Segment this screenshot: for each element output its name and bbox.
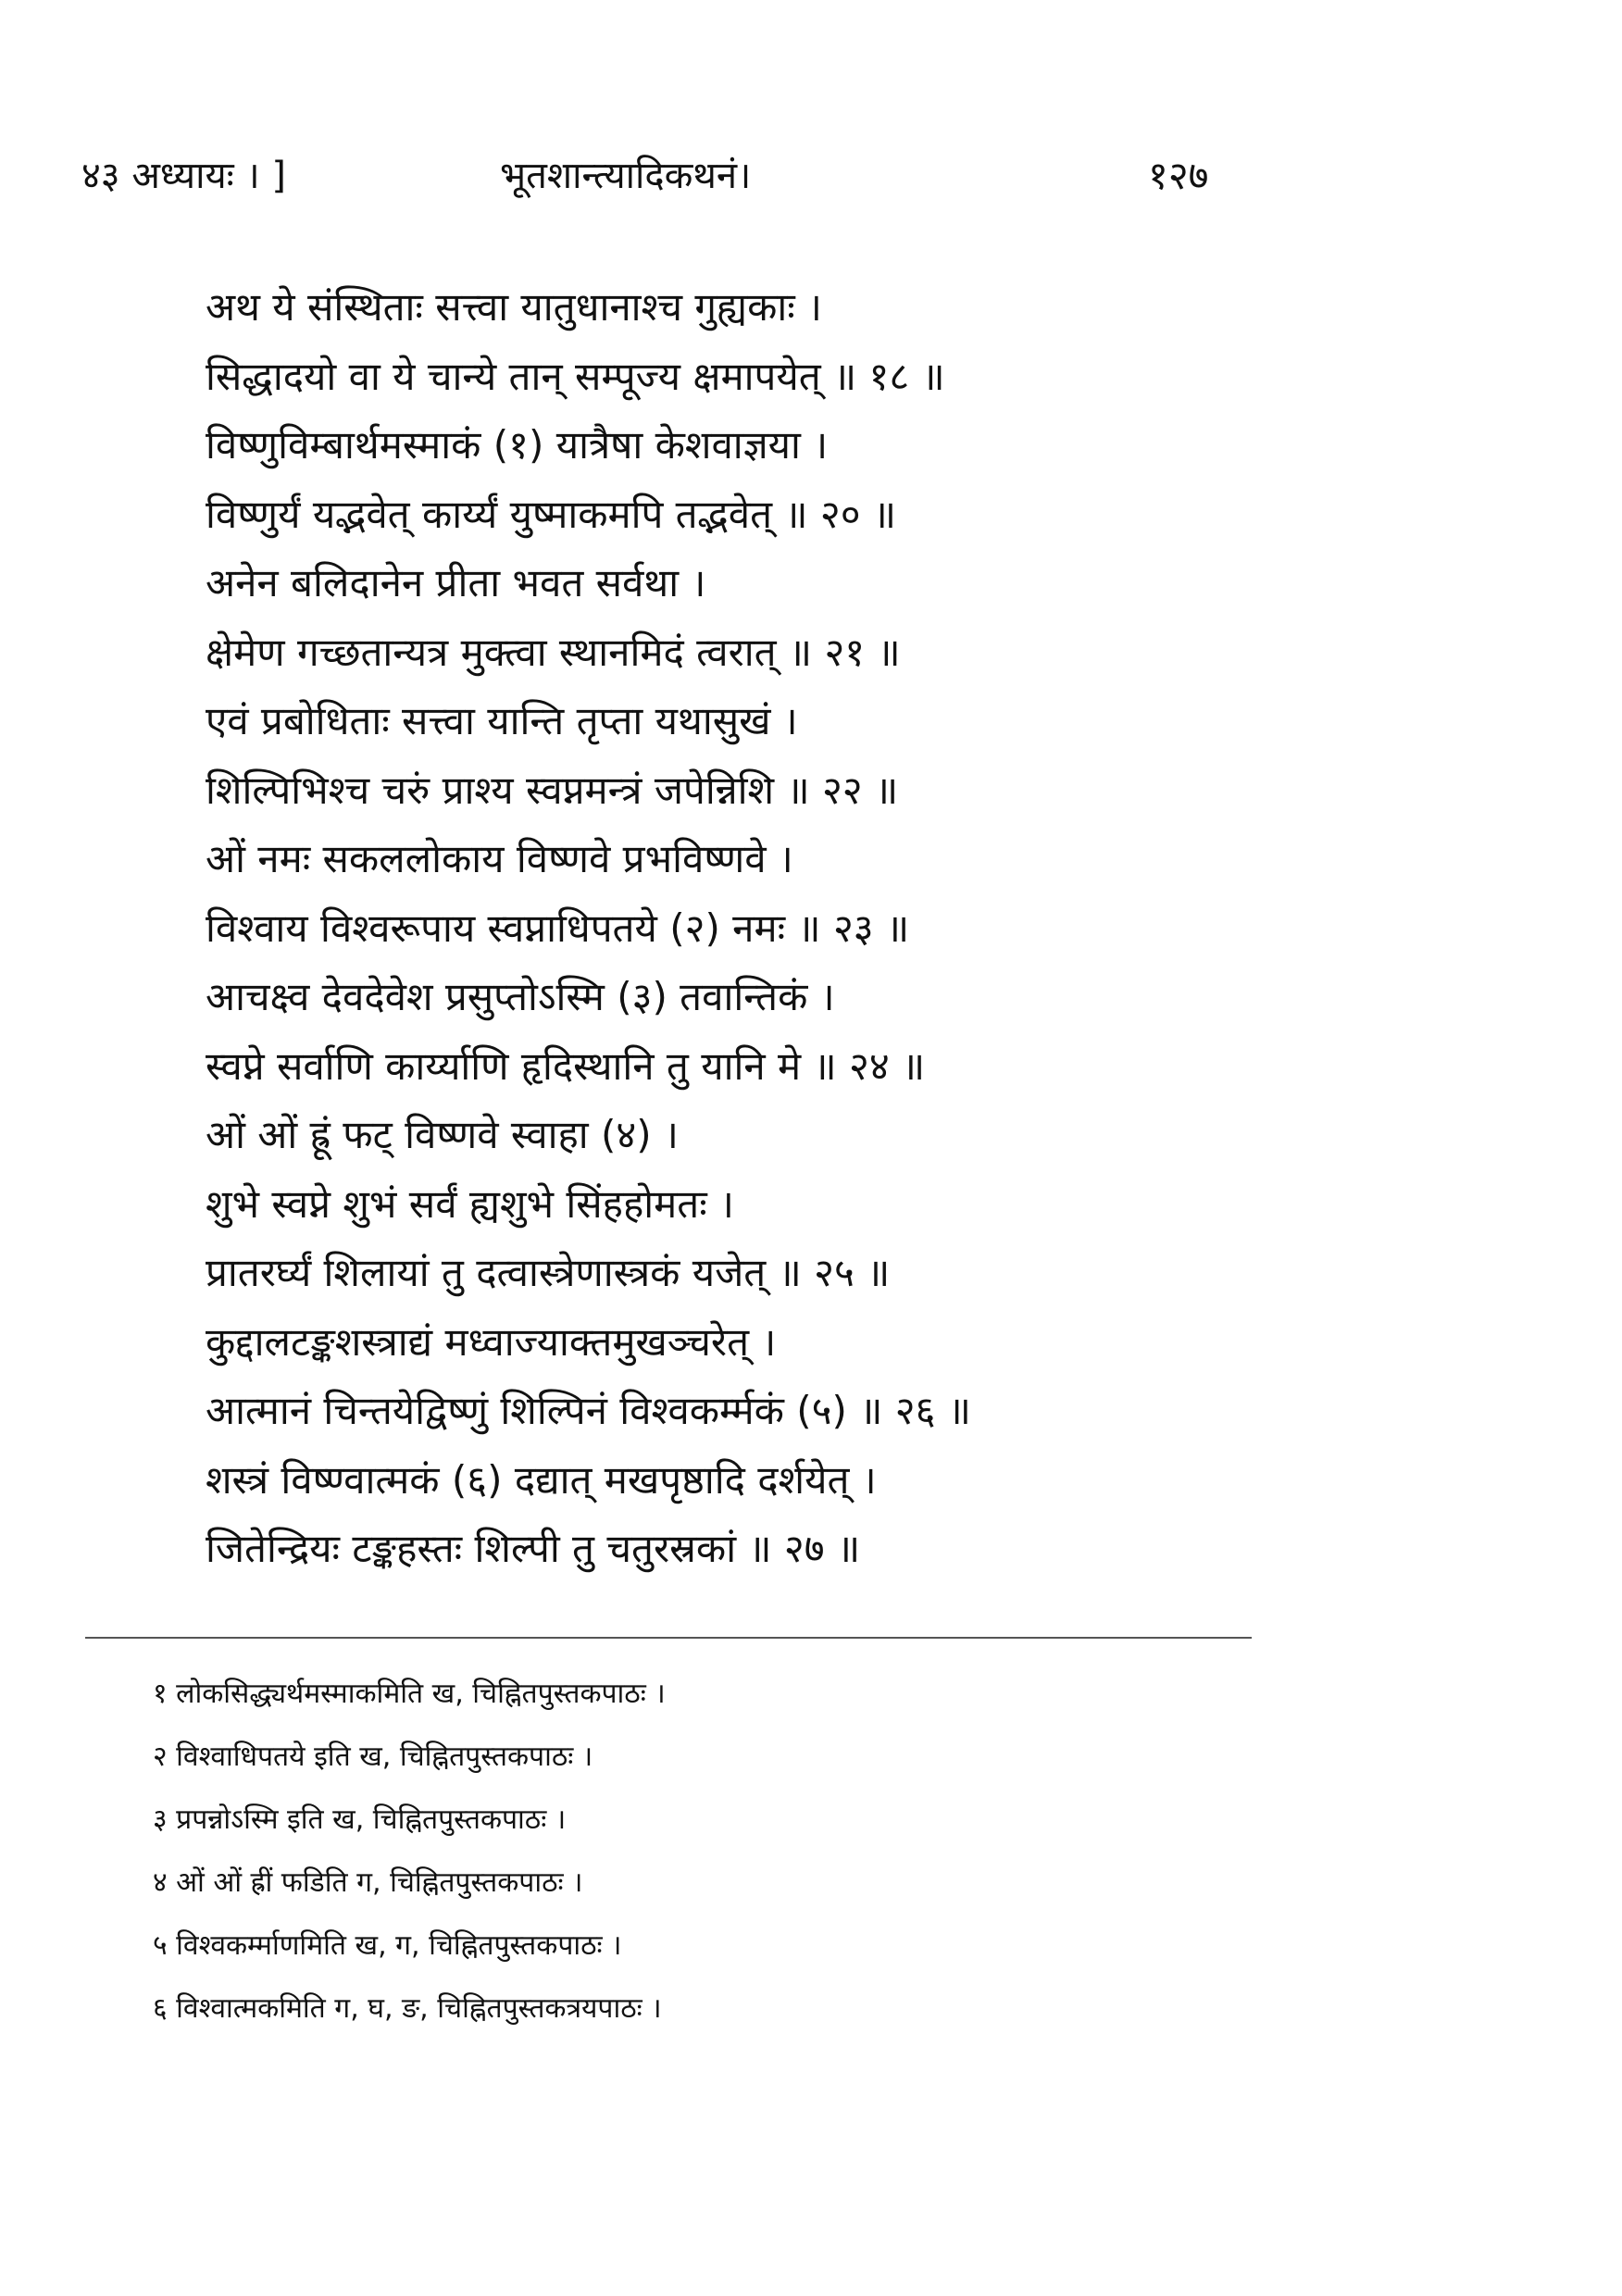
verse-line: अथ ये संस्थिताः सत्त्वा यातुधानाश्च गुह्यकाः । — [206, 284, 822, 330]
verse-line: विष्णुर्यं यद्भवेत् कार्य्यं युष्माकमपि तद्भवेत् ॥ २० ॥ — [206, 491, 897, 537]
verse-line: क्षेमेण गच्छतान्यत्र मुक्त्वा स्थानमिदं त्वरात् ॥ २१ ॥ — [206, 629, 901, 675]
verse-line: ओं ओं ह्रूं फट् विष्णवे स्वाहा (४) । — [206, 1112, 679, 1157]
verse-line: शस्त्रं विष्ण्वात्मकं (६) दद्यात् मखपृष्ठादि दर्शयेत् । — [206, 1456, 877, 1503]
verse-line: शुभे स्वप्ने शुभं सर्वं ह्यशुभे सिंहहोमतः । — [206, 1180, 734, 1227]
verse-line: अनेन बलिदानेन प्रीता भवत सर्वथा । — [206, 560, 706, 605]
verse-line: सिद्धादयो वा ये चान्ये तान् सम्पूज्य क्षमापयेत् ॥ १८ ॥ — [206, 353, 945, 399]
verse-line: प्रातरर्घ्यं शिलायां तु दत्वास्त्रेणास्त्रकं यजेत् ॥ २५ ॥ — [206, 1250, 891, 1295]
chapter-label: ४३ अध्यायः । ] — [81, 155, 286, 197]
verse-line: विष्णुविम्बार्थमस्माकं (१) यात्रैषा केशवाज्ञया । — [206, 422, 829, 468]
verse-line: कुद्दालटङ्कशस्त्राद्यं मध्वाज्याक्तमुखञ्चरेत् । — [206, 1318, 777, 1365]
footnote: ५ विश्वकर्म्माणमिति ख, ग, चिह्नितपुस्तकपाठः । — [153, 1929, 622, 1962]
verse-line: आचक्ष्व देवदेवेश प्रसुप्तोऽस्मि (३) तवान्तिकं । — [206, 974, 835, 1019]
footnote: १ लोकसिद्ध्यर्थमस्माकमिति ख, चिह्नितपुस्तकपाठः । — [153, 1678, 666, 1710]
footnote: ३ प्रपन्नोऽस्मि इति ख, चिह्नितपुस्तकपाठः । — [153, 1803, 567, 1836]
footnote: ४ ओं ओं ह्रीं फडिति ग, चिह्नितपुस्तकपाठः । — [153, 1866, 583, 1899]
verse-line: शिल्पिभिश्च चरुं प्राश्य स्वप्नमन्त्रं जपेन्निशि ॥ २२ ॥ — [206, 767, 899, 813]
verse-line: स्वप्ने सर्वाणि कार्य्याणि हृदिस्थानि तु यानि मे ॥ २४ ॥ — [206, 1042, 926, 1089]
footnotes — [153, 1674, 1264, 2052]
verse-line: जितेन्द्रियः टङ्कहस्तः शिल्पी तु चतुरस्रकां ॥ २७ ॥ — [206, 1526, 861, 1571]
footnote-divider — [85, 1637, 1252, 1639]
page-header — [0, 148, 1622, 204]
verse-line: एवं प्रबोधिताः सत्त्वा यान्ति तृप्ता यथासुखं । — [206, 698, 798, 743]
footnote: ६ विश्वात्मकमिति ग, घ, ङ, चिह्नितपुस्तकत्रयपाठः । — [153, 1992, 662, 2025]
verse-line: आत्मानं चिन्तयेद्विष्णुं शिल्पिनं विश्वकर्म्मकं (५) ॥ २६ ॥ — [206, 1388, 971, 1433]
page-number: १२७ — [1148, 153, 1209, 198]
verse-block — [206, 280, 1409, 1591]
footnote: २ विश्वाधिपतये इति ख, चिह्नितपुस्तकपाठः । — [153, 1741, 593, 1773]
verse-line: ओं नमः सकललोकाय विष्णवे प्रभविष्णवे । — [206, 836, 793, 881]
page-title: भूतशान्त्यादिकथनं। — [500, 155, 752, 197]
verse-line: विश्वाय विश्वरूपाय स्वप्नाधिपतये (२) नमः ॥ २३ ॥ — [206, 905, 910, 951]
